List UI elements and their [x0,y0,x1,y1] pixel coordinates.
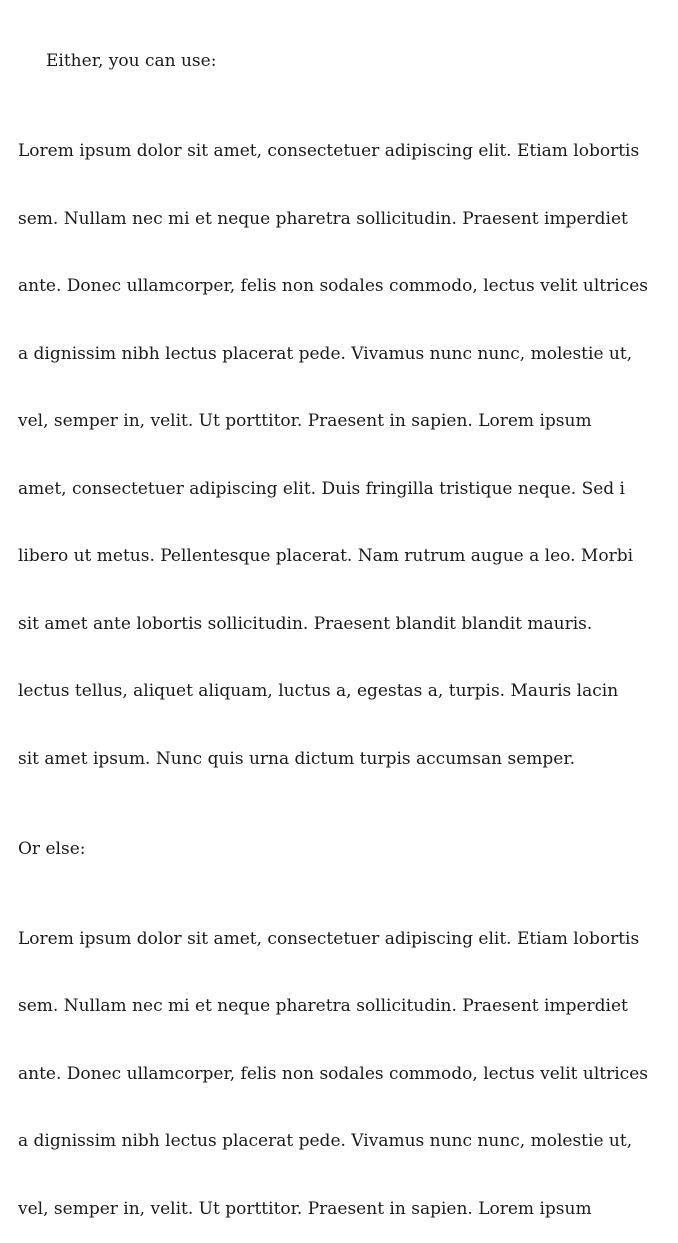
or-else-line: Or else: [18,838,86,859]
paragraph-line: lectus tellus, aliquet aliquam, luctus a, egestas a, turpis. Mauris lacin [18,681,619,701]
paragraph-line: ante. Donec ullamcorper, felis non sodales commodo, lectus velit ultrices [18,1063,648,1084]
paragraph-line: sit amet ante lobortis sollicitudin. Praesent blandit blandit mauris. [18,613,593,634]
paragraph-line: sem. Nullam nec mi et neque pharetra sollicitudin. Praesent imperdiet [18,996,628,1016]
paragraph-line: vel, semper in, velit. Ut porttitor. Praesent in sapien. Lorem ipsum [18,1198,592,1219]
paragraph-line: sem. Nullam nec mi et neque pharetra sollicitudin. Praesent imperdiet [18,208,628,229]
paragraph-line: Lorem ipsum dolor sit amet, consectetuer adipiscing elit. Etiam lobortis [18,141,640,161]
paragraph-line: a dignissim nibh lectus placerat pede. Vivamus nunc nunc, molestie ut, [18,343,633,364]
paragraph-line: a dignissim nibh lectus placerat pede. Vivamus nunc nunc, molestie ut, [18,1131,633,1151]
paragraph-line: Lorem ipsum dolor sit amet, consectetuer adipiscing elit. Etiam lobortis [18,928,640,949]
intro-line: Either, you can use: [46,51,217,71]
paragraph-line: vel, semper in, velit. Ut porttitor. Praesent in sapien. Lorem ipsum [18,411,592,431]
paragraph-line: amet, consectetuer adipiscing elit. Duis fringilla tristique neque. Sed i [18,478,625,499]
paragraph-line: ante. Donec ullamcorper, felis non sodales commodo, lectus velit ultrices [18,276,648,296]
paragraph-line: sit amet ipsum. Nunc quis urna dictum turpis accumsan semper. [18,748,575,769]
paragraph-line: libero ut metus. Pellentesque placerat. Nam rutrum augue a leo. Morbi [18,546,634,566]
document-page [18,5,678,1243]
